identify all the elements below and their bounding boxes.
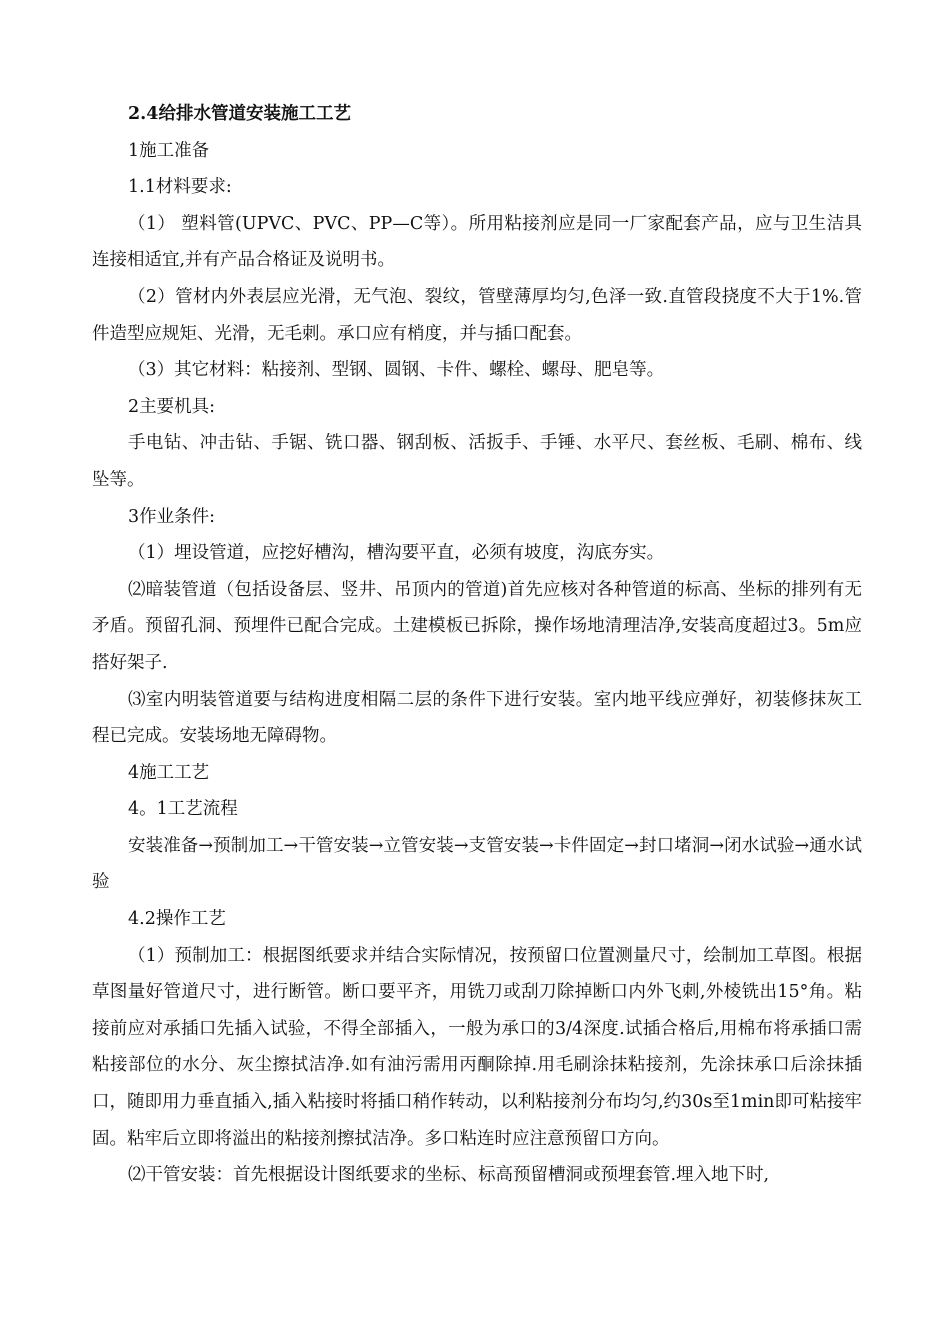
paragraph-2: 1.1材料要求:	[128, 177, 232, 198]
paragraph-13: 4。1工艺流程	[128, 799, 238, 820]
paragraph-11: ⑶室内明装管道要与结构进度相隔二层的条件下进行安装。室内地平线应弹好，初装修抹灰工程已完成。安装场地无障碍物。	[92, 689, 862, 747]
paragraph-1: 1施工准备	[128, 140, 210, 161]
paragraph-7: 手电钻、冲击钻、手锯、铣口器、钢刮板、活扳手、手锤、水平尺、套丝板、毛刷、棉布、线坠等。	[92, 433, 862, 490]
paragraph-10: ⑵暗装管道（包括设备层、竖井、吊顶内的管道)首先应核对各种管道的标高、坐标的排列有无矛盾。预留孔洞、预埋件已配合完成。土建模板已拆除，操作场地清理洁净,安装高度超过3。5m应搭好架子.	[92, 579, 862, 673]
paragraph-3: （1） 塑料管(UPVC、PVC、PP—C等）。所用粘接剂应是同一厂家配套产品，应与卫生洁具连接相适宜,并有产品合格证及说明书。	[92, 213, 862, 271]
paragraph-8: 3作业条件:	[128, 506, 216, 527]
section-title: 2.4给排水管道安装施工工艺	[128, 104, 351, 124]
paragraph-16: （1）预制加工：根据图纸要求并结合实际情况，按预留口位置测量尺寸，绘制加工草图。根据草图量好管道尺寸，进行断管。断口要平齐，用铣刀或刮刀除掉断口内外飞刺,外棱铣出15°角。粘接前应对承插口先插入试验，不得全部插入，一般为承口的3/4深度.试插合格后,用棉布将承插口需粘接部位的水分、灰尘擦拭洁净.如有油污需用丙酮除掉.用毛刷涂抹粘接剂，先涂抹承口后涂抹插口，随即用力垂直插入,插入粘接时将插口稍作转动，以利粘接剂分布均匀,约30s至1min即可粘接牢固。粘牢后立即将溢出的粘接剂擦拭洁净。多口粘连时应注意预留口方向。	[92, 945, 862, 1149]
document-body	[92, 96, 862, 1194]
paragraph-15: 4.2操作工艺	[128, 909, 226, 930]
paragraph-6: 2主要机具:	[128, 396, 216, 417]
paragraph-17: ⑵干管安装：首先根据设计图纸要求的坐标、标高预留槽洞或预埋套管.埋入地下时,	[128, 1165, 770, 1186]
paragraph-14: 安装准备→预制加工→干管安装→立管安装→支管安装→卡件固定→封口堵洞→闭水试验→通水试验	[92, 835, 862, 893]
paragraph-4: （2）管材内外表层应光滑，无气泡、裂纹，管壁薄厚均匀,色泽一致.直管段挠度不大于1%.管件造型应规矩、光滑，无毛刺。承口应有梢度，并与插口配套。	[92, 286, 862, 344]
paragraph-9: （1）埋设管道，应挖好槽沟，槽沟要平直，必须有坡度，沟底夯实。	[128, 543, 665, 564]
paragraph-5: （3）其它材料：粘接剂、型钢、圆钢、卡件、螺栓、螺母、肥皂等。	[128, 360, 665, 381]
paragraph-12: 4施工工艺	[128, 762, 210, 783]
